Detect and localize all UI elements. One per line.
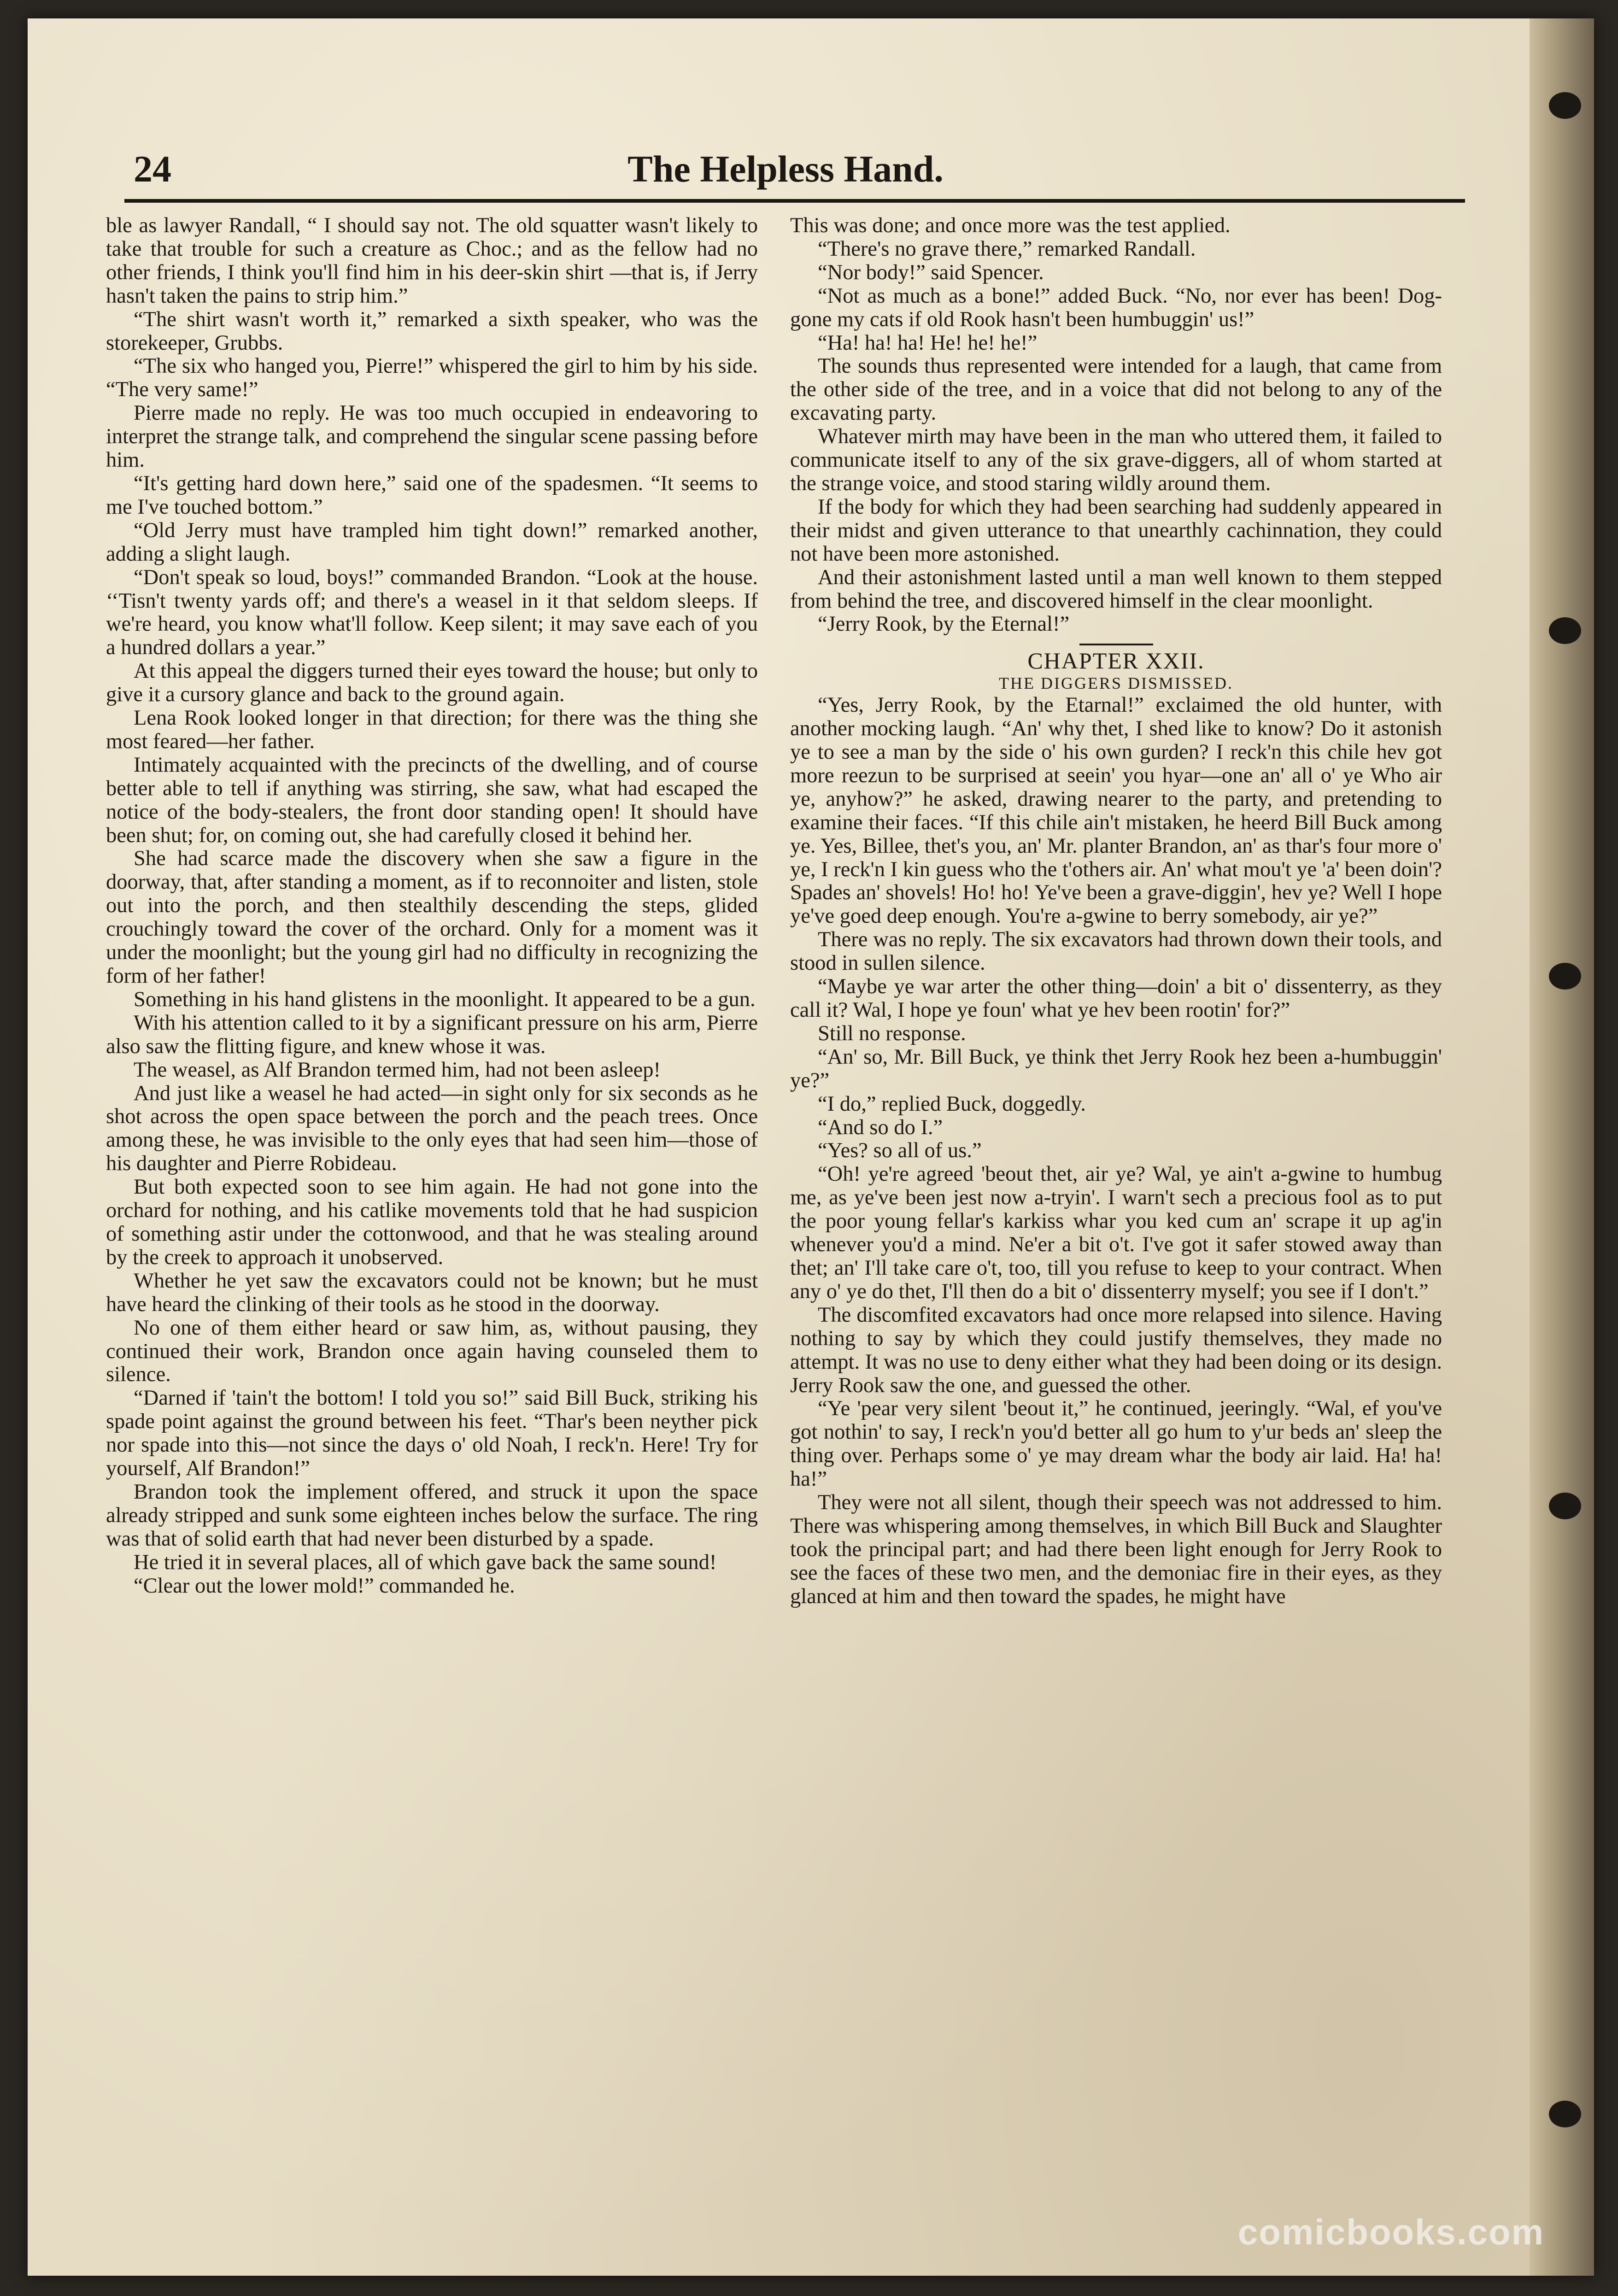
chapter-heading: CHAPTER XXII. — [1027, 648, 1205, 674]
binding-hole — [1549, 963, 1581, 990]
paragraph: The sounds thus represented were intended for a laugh, that came from the other side of the tree, and in a voice that did not belong to any of the excavating party. — [790, 354, 1442, 425]
paragraph: Whatever mirth may have been in the man who uttered them, it failed to communicate itself to any of the six grave-diggers, all of whom started at the strange voice, and stood staring wildly around them. — [790, 425, 1442, 495]
paragraph: “I do,” replied Buck, doggedly. — [818, 1092, 1086, 1116]
paragraph: Lena Rook looked longer in that direction; for there was the thing she most feared—her father. — [106, 706, 758, 753]
paragraph: “Yes, Jerry Rook, by the Etarnal!” exclaimed the old hunter, with another mocking laugh. “An' why thet, I shed like to know? Do it astonish ye to see a man by the side o' his own gurden? I reck'n this chile hev got more reezun to be surprised at seein' you hyar—one an' all o' ye Who air ye, anyhow?” he asked, drawing nearer to the party, and pretending to examine their faces. “If this chile ain't mistaken, he heerd Bill Buck among ye. Yes, Billee, thet's you, an' Mr. planter Brandon, an' as thar's four more o' ye, I reck'n I kin guess who the t'others air. An' what mou't ye 'a' been doin'? Spades an' shovels! Ho! ho! Ye've been a grave-diggin', hev ye? Well I hope ye've goed deep enough. You're a-gwine to berry somebody, air ye?” — [790, 693, 1442, 928]
watermark: comicbooks.com — [1237, 2212, 1544, 2252]
paragraph: Still no response. — [818, 1021, 966, 1045]
paragraph: But both expected soon to see him again. He had not gone into the orchard for nothing, and his catlike movements told that he had suspicion of something astir under the cottonwood, and that he was stealing around by the creek to approach it unobserved. — [106, 1175, 758, 1269]
paragraph: “Jerry Rook, by the Eternal!” — [818, 612, 1070, 636]
right-column-top — [790, 214, 1442, 636]
left-column — [106, 214, 758, 2195]
paragraph: Something in his hand glistens in the moonlight. It appeared to be a gun. — [134, 987, 756, 1011]
binding-hole — [1549, 92, 1581, 119]
chapter-subtitle: THE DIGGERS DISMISSED. — [998, 674, 1234, 693]
paragraph: At this appeal the diggers turned their eyes toward the house; but only to give it a cursory glance and back to the ground again. — [106, 659, 758, 707]
paragraph: She had scarce made the discovery when she saw a figure in the doorway, that, after standing a moment, as if to reconnoiter and listen, stole out into the porch, and then stealthily descending the steps, glided crouchingly toward the cover of the orchard. Only for a moment was it under the moonlight; but the young girl had no difficulty in recognizing the form of her father! — [106, 847, 758, 988]
paragraph: “The six who hanged you, Pierre!” whispered the girl to him by his side. “The very same!” — [106, 354, 758, 402]
paragraph: Whether he yet saw the excavators could not be known; but he must have heard the clinking of their tools as he stood in the doorway. — [106, 1269, 758, 1316]
paragraph: With his attention called to it by a significant pressure on his arm, Pierre also saw the flitting figure, and knew whose it was. — [106, 1011, 758, 1058]
header-rule — [124, 199, 1465, 203]
paragraph: No one of them either heard or saw him, as, without pausing, they continued their work, Brandon once again having counseled them to silence. — [106, 1316, 758, 1387]
paragraph: Brandon took the implement offered, and struck it upon the space already stripped and sunk some eighteen inches below the surface. The ring was that of solid earth that had never been disturbed by a spade. — [106, 1480, 758, 1551]
paragraph: “Ye 'pear very silent 'beout it,” he continued, jeeringly. “Wal, ef you've got nothin' to say, I reck'n you'd better all go hum to y'ur beds an' sleep the thing over. Perhaps some o' ye may dream whar the body air laid. Ha! ha! ha!” — [790, 1397, 1442, 1491]
paragraph: Intimately acquainted with the precincts of the dwelling, and of course better able to tell if anything was stirring, she saw, what had escaped the notice of the body-stealers, the front door standing open! It should have been shut; for, on coming out, she had carefully closed it behind her. — [106, 753, 758, 847]
paragraph: There was no reply. The six excavators had thrown down their tools, and stood in sullen silence. — [790, 928, 1442, 975]
chapter-rule — [1079, 644, 1153, 645]
paragraph: “Darned if 'tain't the bottom! I told you so!” said Bill Buck, striking his spade point against the ground between his feet. “Thar's been neyther pick nor spade into this—not since the days o' old Noah, I reck'n. Here! Try for yourself, Alf Brandon!” — [106, 1386, 758, 1481]
paragraph: And their astonishment lasted until a man well known to them stepped from behind the tree, and discovered himself in the clear moonlight. — [790, 565, 1442, 613]
paragraph: ble as lawyer Randall, “ I should say not. The old squatter wasn't likely to take that trouble for such a creature as Choc.; and as the fellow had no other friends, I think you'll find him in his deer-skin shirt —that is, if Jerry hasn't taken the pains to strip him.” — [106, 214, 758, 308]
paragraph: If the body for which they had been searching had suddenly appeared in their midst and given utterance to that unearthly cachinnation, they could not have been more astonished. — [790, 495, 1442, 566]
binding-spine — [1530, 18, 1594, 2276]
paragraph: “Ha! ha! ha! He! he! he!” — [818, 331, 1038, 355]
paragraph: “Not as much as a bone!” added Buck. “No, nor ever has been! Dog-gone my cats if old Rook hasn't been humbuggin' us!” — [790, 284, 1442, 331]
paragraph: “Don't speak so loud, boys!” commanded Brandon. “Look at the house. ‘‘Tisn't twenty yards off; and there's a weasel in it that seldom sleeps. If we're heard, you know what'll follow. Keep silent; it may save each of you a hundred dollars a year.” — [106, 565, 758, 660]
binding-hole — [1549, 617, 1581, 644]
page-number: 24 — [134, 148, 171, 190]
paragraph: “Old Jerry must have trampled him tight down!” remarked another, adding a slight laugh. — [106, 518, 758, 566]
paragraph: “Yes? so all of us.” — [818, 1139, 982, 1163]
right-column-bottom — [790, 694, 1442, 1608]
binding-hole — [1549, 2101, 1581, 2127]
paragraph: “It's getting hard down here,” said one of the spadesmen. “It seems to me I've touched bottom.” — [106, 471, 758, 519]
paragraph: “The shirt wasn't worth it,” remarked a sixth speaker, who was the storekeeper, Grubbs. — [106, 307, 758, 355]
binding-hole — [1549, 1493, 1581, 1519]
paragraph: The weasel, as Alf Brandon termed him, had not been asleep! — [134, 1058, 661, 1082]
paragraph: The discomfited excavators had once more relapsed into silence. Having nothing to say by which they could justify themselves, they made no attempt. It was no use to deny either what they had been doing or its design. Jerry Rook saw the one, and guessed the other. — [790, 1303, 1442, 1397]
running-title: The Helpless Hand. — [627, 148, 944, 190]
right-column — [790, 214, 1442, 2195]
paragraph: “Clear out the lower mold!” commanded he. — [134, 1574, 515, 1598]
paragraph: He tried it in several places, all of which gave back the same sound! — [134, 1550, 717, 1574]
paragraph: And just like a weasel he had acted—in sight only for six seconds as he shot across the open space between the porch and the peach trees. Once among these, he was invisible to the only eyes that had seen him—those of his daughter and Pierre Robideau. — [106, 1081, 758, 1176]
paragraph: They were not all silent, though their speech was not addressed to him. There was whispering among themselves, in which Bill Buck and Slaughter took the principal part; and had there been light enough for Jerry Rook to see the faces of these two men, and the demoniac fire in their eyes, as they glanced at him and then toward the spades, he might have — [790, 1491, 1442, 1608]
paragraph: “Nor body!” said Spencer. — [818, 260, 1044, 284]
paragraph: “An' so, Mr. Bill Buck, ye think thet Jerry Rook hez been a-humbuggin' ye?” — [790, 1045, 1442, 1092]
page-header — [106, 134, 1465, 207]
paragraph: “There's no grave there,” remarked Randall. — [818, 237, 1196, 261]
paragraph: “Maybe ye war arter the other thing—doin' a bit o' dissenterry, as they call it? Wal, I hope ye foun' what ye hev been rootin' for?” — [790, 975, 1442, 1022]
paragraph: “Oh! ye're agreed 'beout thet, air ye? Wal, ye ain't a-gwine to humbug me, as ye've been jest now a-tryin'. I warn't sech a precious fool as to put the poor young fellar's karkiss whar you ked cum an' scrape it up ag'in whenever you'd a mind. Ne'er a bit o't. I've got it safer stowed away than thet; an' I'll take care o't, too, till you refuse to keep to your contract. When any o' ye do thet, I'll then do a bit o' dissenterry myself; you see if I don't.” — [790, 1162, 1442, 1303]
paragraph: This was done; and once more was the test applied. — [790, 214, 1231, 237]
paragraph: “And so do I.” — [818, 1115, 943, 1139]
paragraph: Pierre made no reply. He was too much occupied in endeavoring to interpret the strange talk, and comprehend the singular scene passing before him. — [106, 401, 758, 472]
